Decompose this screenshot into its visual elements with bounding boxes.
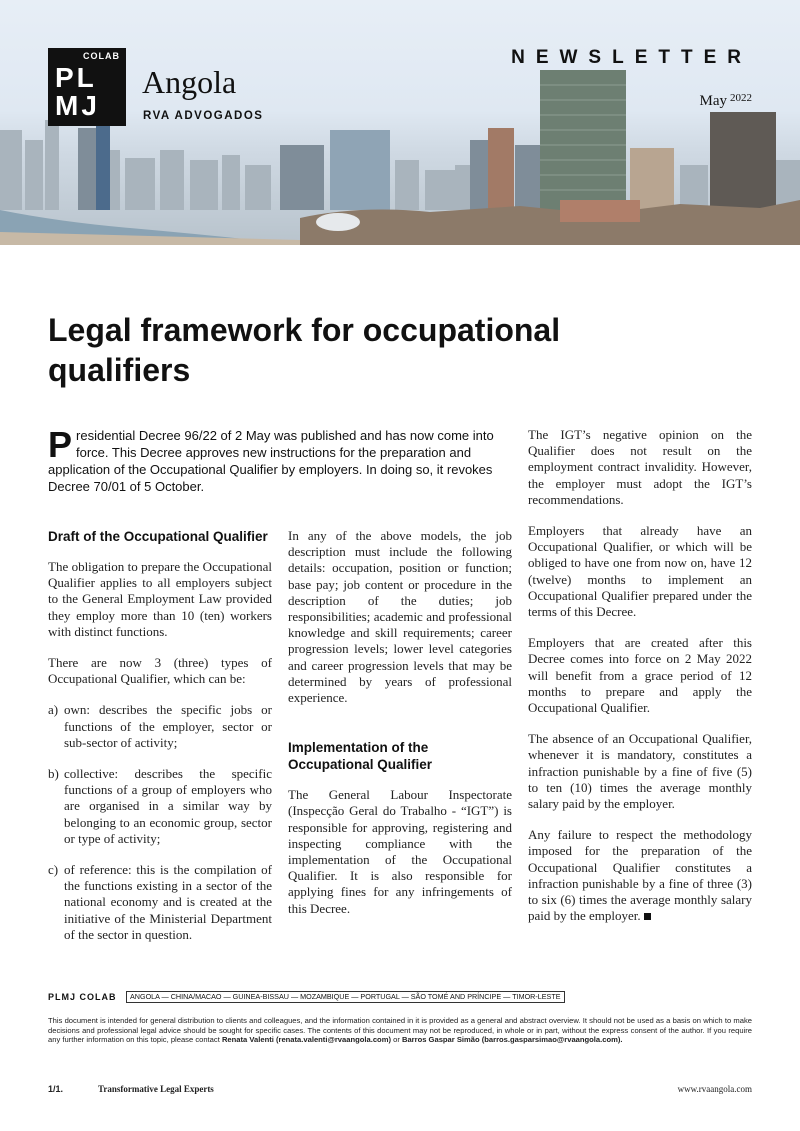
column-1 [48,528,272,958]
plmj-logo [48,48,126,126]
contact-renata[interactable]: Renata Valenti (renata.valenti@rvaangola.com) [221,1035,391,1045]
intro-dropcap: P [48,424,73,465]
list-item-reference [48,862,272,943]
newsletter-label: NEWSLETTER [511,47,752,68]
column-3 [528,427,752,939]
paragraph: The General Labour Inspectorate (Inspecção Geral do Trabalho - “IGT”) is responsible for approving, registering and inspecting compliance with the implementation of the Occupational Qualifier. It is also responsible for applying fines for any infringements of this Decree. [288,787,512,916]
section-heading-draft: Draft of the Occupational Qualifier [48,529,268,544]
brand-subtitle: RVA ADVOGADOS [143,110,264,122]
list-text: own: describes the specific jobs or functions of the employer, sector or sub-sector of activity; [64,702,272,750]
contact-barros[interactable]: Barros Gaspar Simão (barros.gasparsimao@rvaangola.com). [401,1035,623,1045]
article-intro [48,424,498,495]
paragraph-final [528,827,752,924]
section-heading-implementation: Implementation of the Occupational Qualifier [288,740,433,773]
intro-text: residential Decree 96/22 of 2 May was published and has now come into force. This Decree approves new instructions for the preparation and application of the Occupational Qualifier by employers. In doing so, it revokes Decree 70/01 of 5 October. [48,428,494,494]
footer-brand: PLMJ COLAB [48,992,117,1002]
list-item-collective [48,766,272,847]
disclaimer [48,1016,752,1045]
list-item-own [48,702,272,751]
issue-year: 2022 [730,92,752,104]
list-text: collective: describes the specific functions of a group of employers who are organised in a similar way by belonging to an economic group, sector or type of activity; [64,766,272,846]
paragraph: Employers that are created after this Decree comes into force on 2 May 2022 will benefit from a grace period of 12 months to prepare and apply the Occupational Qualifier. [528,635,752,716]
brand-name: Angola [142,64,237,100]
website-link[interactable]: www.rvaangola.com [677,1084,752,1094]
footer-countries: ANGOLA — CHINA/MACAO — GUINEA-BISSAU — MOZAMBIQUE — PORTUGAL — SÃO TOMÉ AND PRÍNCIPE — TIMOR-LESTE [126,991,565,1003]
paragraph: The obligation to prepare the Occupational Qualifier applies to all employers subject to the General Employment Law provided they employ more than 10 (ten) workers with distinct functions. [48,559,272,639]
paragraph: The IGT’s negative opinion on the Qualifier does not result on the employment contract invalidity. However, the employer must adopt the IGT’s recommendations. [528,427,752,507]
list-marker: b) [48,766,59,782]
logo-line2: MJ [55,90,100,121]
paragraph-text: Any failure to respect the methodology imposed for the preparation of the Occupational Qualifier constitutes a infraction punishable by a fine of three (3) to six (6) times the average monthly salary paid by the employer. [528,827,752,924]
issue-month: May [699,93,727,109]
paragraph: In any of the above models, the job description must include the following details: occupation, position or function; base pay; job content or procedure in the description of the duties; job responsibilities; academic and professional knowledge and skill requirements; career progression levels; lower level categories and career progression levels that may be determined by years of professional experience. [288,528,512,706]
list-marker: a) [48,702,59,718]
paragraph: The absence of an Occupational Qualifier, whenever it is mandatory, constitutes a infraction punishable by a fine of five (5) to ten (10) times the average monthly salary paid by the employer. [528,731,752,812]
paragraph: There are now 3 (three) types of Occupational Qualifier, which can be: [48,655,272,687]
footer-bar [48,992,752,1004]
logo-colab: COLAB [83,51,120,61]
contact-joiner: or [390,1035,402,1045]
issue-date [700,92,753,110]
tagline: Transformative Legal Experts [98,1084,214,1094]
disclaimer-text: This document is intended for general distribution to clients and colleagues, and the information contained in it is provided as a general and abstract overview. It should not be used as a basis on which to make decisions and professional legal advice should be sought for specific cases. The contents of this document may not be reproduced, in whole or in part, without the express consent of the author. If you require any further information on this topic, please contact [48,1016,752,1045]
page-number: 1/1. [48,1084,64,1094]
list-text: of reference: this is the compilation of the functions existing in a sector of the national economy and is created at the initiative of the Ministerial Department of the sector in question. [64,862,272,942]
column-2 [288,528,512,932]
article-title: Legal framework for occupational qualifiers [48,312,561,388]
end-mark [644,913,651,920]
paragraph: Employers that already have an Occupational Qualifier, or which will be obliged to have one from now on, have 12 (twelve) months to implement an Occupational Qualifier prepared under the terms of this Decree. [528,523,752,620]
list-marker: c) [48,862,59,878]
hero-image [0,0,800,245]
logo-line1: PL [55,62,97,93]
